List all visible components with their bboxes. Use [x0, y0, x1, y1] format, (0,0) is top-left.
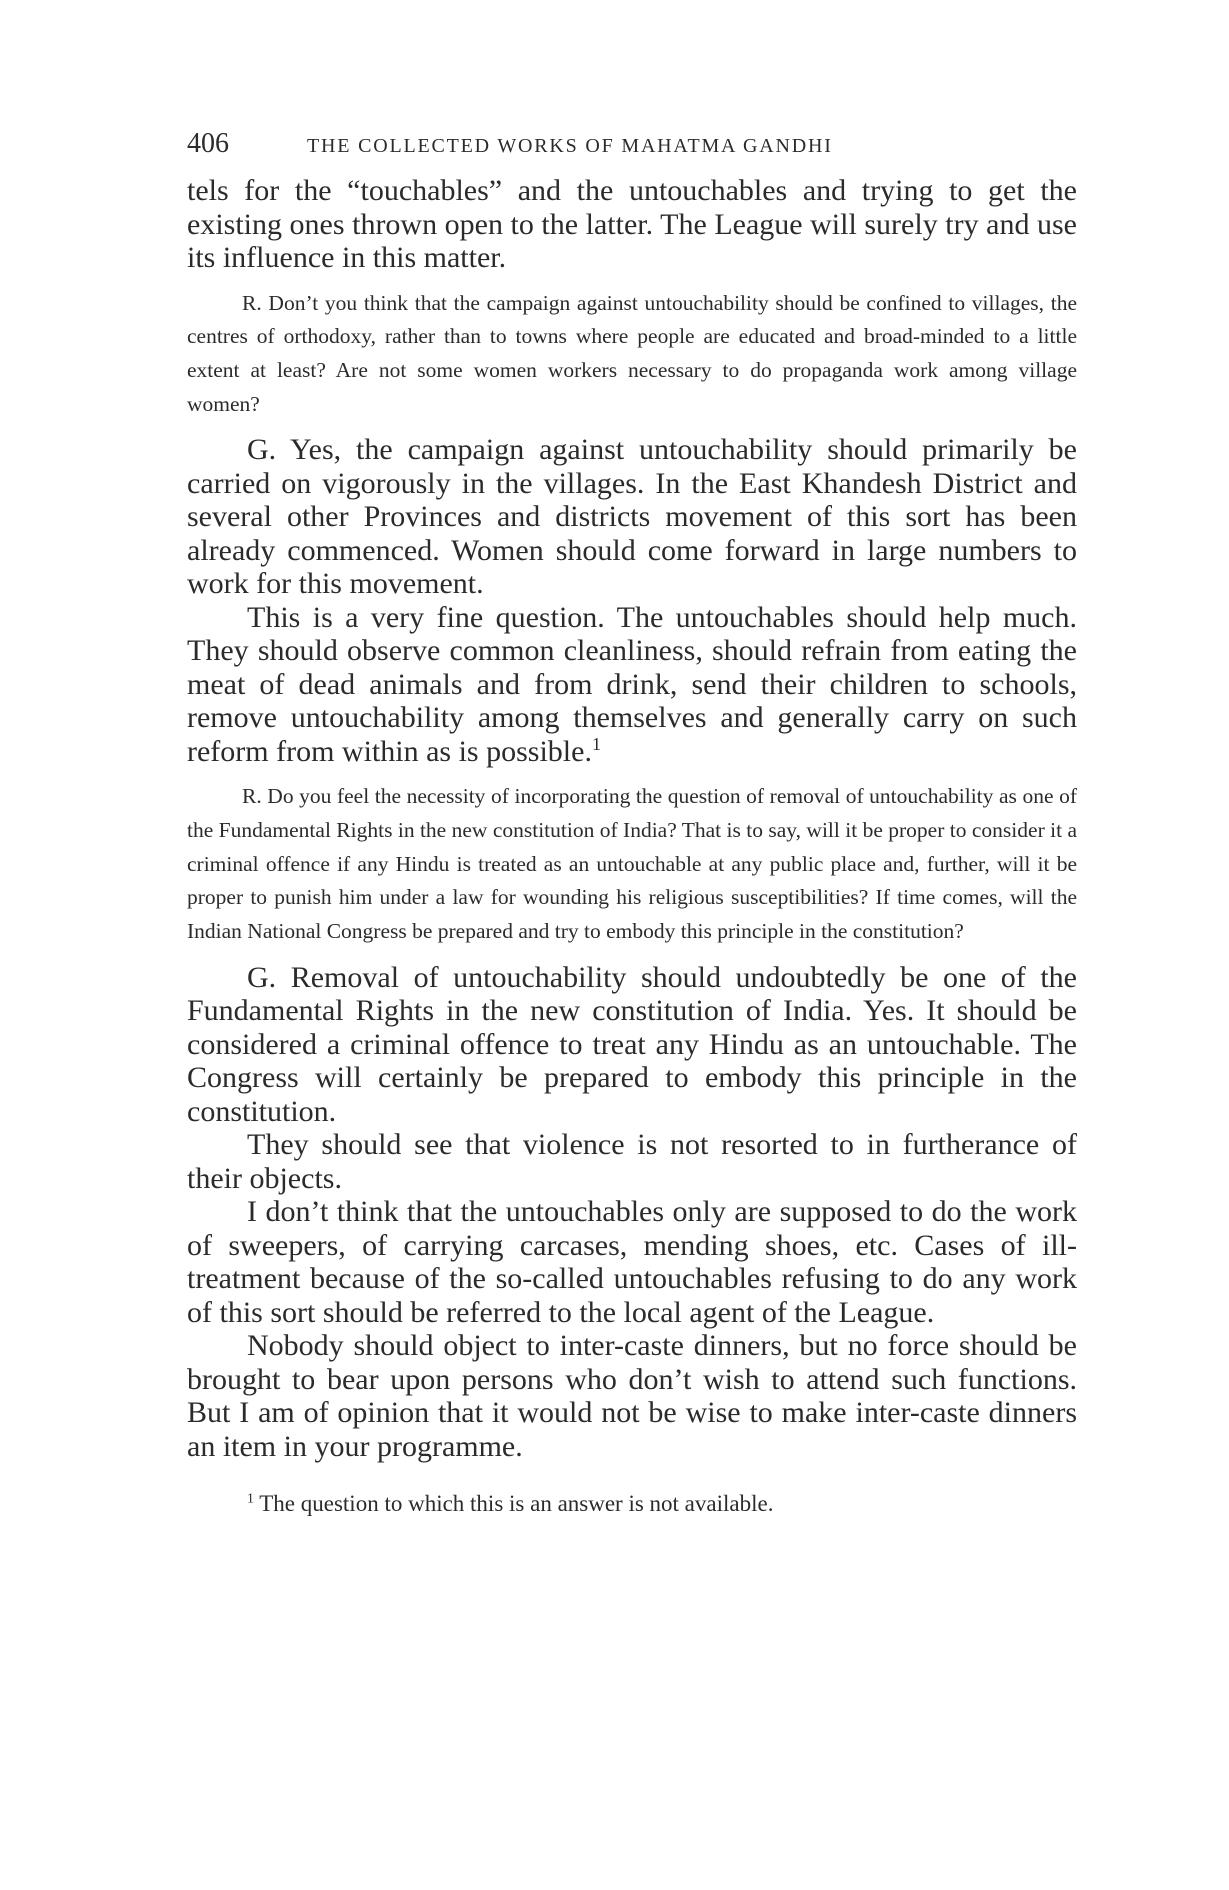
- question-2-speaker: R.: [242, 784, 262, 809]
- answer-2-paragraph-2: They should see that violence is not resorted to in furtherance of their objects.: [187, 1128, 1077, 1195]
- page-number: 406: [187, 128, 229, 159]
- answer-1-continued: [187, 601, 1077, 769]
- question-1-text: Don’t you think that the campaign against untouchability should be confined to villages, the centres of orthodoxy, rather than to towns where people are educated and broad-minded to a little extent at least? Are not some women workers necessary to do propaganda work among village women?: [187, 290, 1077, 416]
- answer-1: [187, 433, 1077, 601]
- footnote-text: The question to which this is an answer is not available.: [253, 1491, 774, 1517]
- footnote-mark: 1: [247, 1490, 254, 1506]
- answer-1-speaker: G.: [247, 433, 277, 467]
- paragraph-continuation: tels for the “touchables” and the untouchables and trying to get the existing ones thrown open to the latter. The League will surely try and use its influence in this matter.: [187, 174, 1077, 274]
- footnote: [187, 1489, 1077, 1519]
- answer-2-paragraph-3: I don’t think that the untouchables only are supposed to do the work of sweepers, of carrying carcases, mending shoes, etc. Cases of ill-treatment because of the so-called untouchables refusing to do any work of this sort should be referred to the local agent of the League.: [187, 1195, 1077, 1329]
- answer-2-paragraph-4: Nobody should object to inter-caste dinners, but no force should be brought to bear upon persons who don’t wish to attend such functions. But I am of opinion that it would not be wise to make inter-caste dinners an item in your programme.: [187, 1329, 1077, 1463]
- question-1-speaker: R.: [242, 290, 262, 315]
- answer-2-text: Removal of untouchability should undoubtedly be one of the Fundamental Rights in the new constitution of India. Yes. It should be considered a criminal offence to treat any Hindu as an untouchable. The Congress will certainly be prepared to embody this principle in the constitution.: [187, 960, 1077, 1128]
- page-content: [187, 128, 1077, 1519]
- book-title-header: THE COLLECTED WORKS OF MAHATMA GANDHI: [307, 135, 833, 157]
- answer-1-continued-text: This is a very fine question. The untouchables should help much. They should observe common cleanliness, should refrain from eating the meat of dead animals and from drink, send their children to schools, remove untouchability among themselves and generally carry on such reform from within as is possible.: [187, 600, 1077, 768]
- question-2-text: Do you feel the necessity of incorporating the question of removal of untouchability as one of the Fundamental Rights in the new constitution of India? That is to say, will it be proper to consider it a criminal offence if any Hindu is treated as an untouchable at any public place and, further, will it be proper to punish him under a law for wounding his religious susceptibilities? If time comes, will the Indian National Congress be prepared and try to embody this principle in the constitution?: [187, 784, 1077, 944]
- question-1: [187, 287, 1077, 422]
- question-2: [187, 780, 1077, 949]
- running-head: [187, 128, 1077, 164]
- answer-2-speaker: G.: [247, 960, 277, 994]
- footnote-reference: 1: [591, 733, 601, 754]
- answer-1-text: Yes, the campaign against untouchability should primarily be carried on vigorously in the villages. In the East Khandesh District and several other Provinces and districts movement of this sort has been already commenced. Women should come forward in large numbers to work for this movement.: [187, 433, 1077, 601]
- answer-2: [187, 961, 1077, 1129]
